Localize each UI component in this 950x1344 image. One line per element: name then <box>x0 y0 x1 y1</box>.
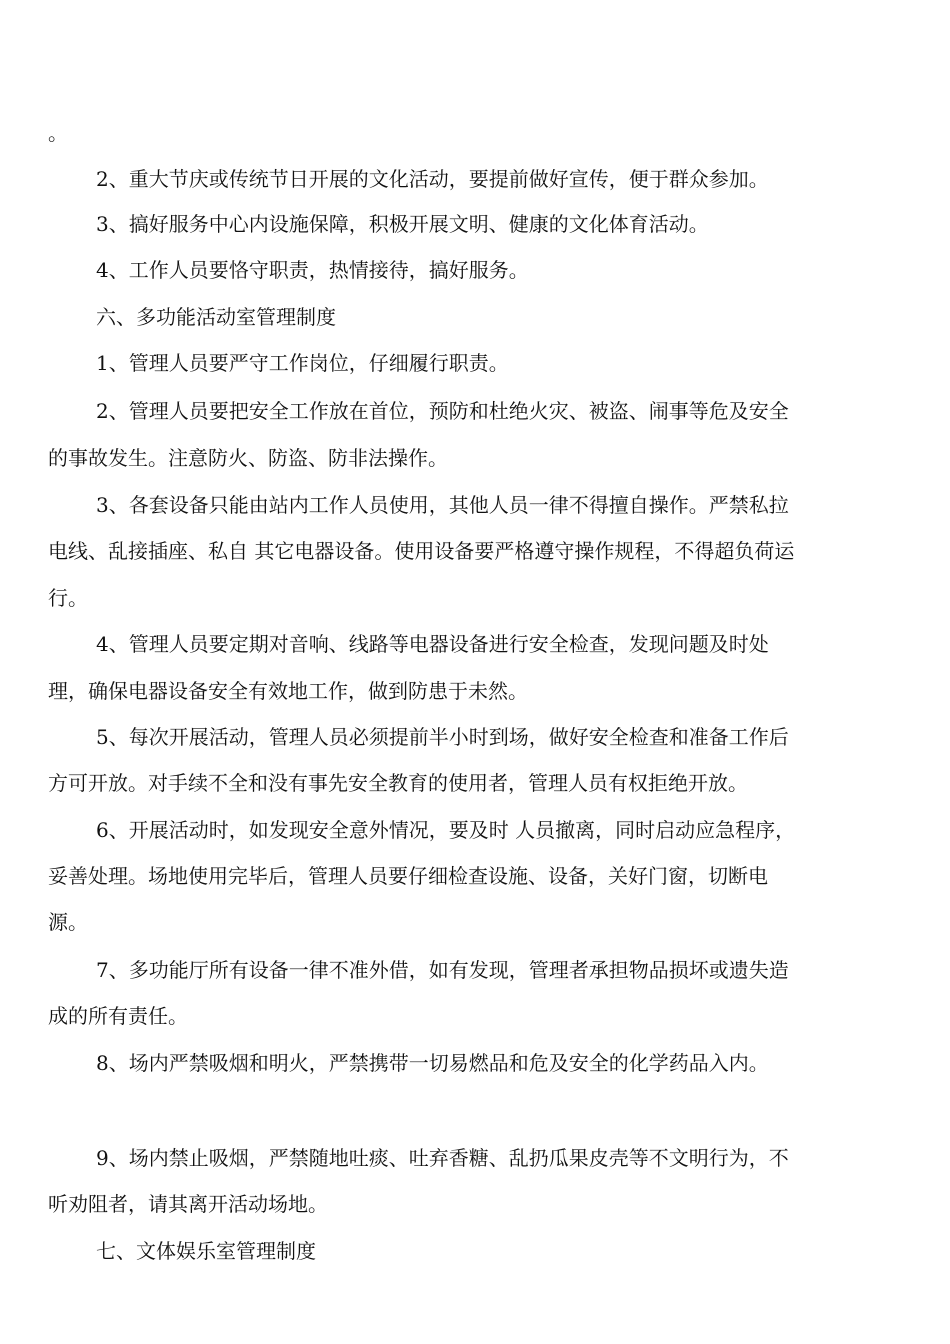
rule-3-line-2: 电线、乱接插座、私自 其它电器设备。使用设备要严格遵守操作规程，不得超负荷运 <box>48 539 795 563</box>
rule-7-line-1: 7、多功能厅所有设备一律不准外借，如有发现，管理者承担物品损坏或遗失造 <box>96 958 789 982</box>
rule-2-line-2: 的事故发生。注意防火、防盗、防非法操作。 <box>48 446 448 470</box>
rule-6-line-1: 6、开展活动时，如发现安全意外情况，要及时 人员撤离，同时启动应急程序， <box>96 818 796 842</box>
rule-2-line-1: 2、管理人员要把安全工作放在首位，预防和杜绝火灾、被盗、闹事等危及安全 <box>96 399 789 423</box>
rule-9-line-1: 9、场内禁止吸烟，严禁随地吐痰、吐弃香糖、乱扔瓜果皮壳等不文明行为，不 <box>96 1146 789 1170</box>
section-heading-seven: 七、文体娱乐室管理制度 <box>96 1239 316 1263</box>
rule-3-line-3: 行。 <box>48 586 88 610</box>
rule-4-line-1: 4、管理人员要定期对音响、线路等电器设备进行安全检查，发现问题及时处 <box>96 632 769 656</box>
paragraph-fragment: 。 <box>48 121 68 145</box>
rule-8-line-1: 8、场内严禁吸烟和明火，严禁携带一切易燃品和危及安全的化学药品入内。 <box>96 1051 769 1075</box>
rule-3-line-1: 3、各套设备只能由站内工作人员使用，其他人员一律不得擅自操作。严禁私拉 <box>96 493 789 517</box>
paragraph-item-4-staff-duty: 4、工作人员要恪守职责，热情接待，搞好服务。 <box>96 258 529 282</box>
rule-7-line-2: 成的所有责任。 <box>48 1004 188 1028</box>
rule-5-line-1: 5、每次开展活动，管理人员必须提前半小时到场，做好安全检查和准备工作后 <box>96 725 789 749</box>
paragraph-item-2-cultural-promotion: 2、重大节庆或传统节日开展的文化活动，要提前做好宣传，便于群众参加。 <box>96 167 769 191</box>
section-heading-six: 六、多功能活动室管理制度 <box>96 305 336 329</box>
rule-6-line-3: 源。 <box>48 910 88 934</box>
rule-4-line-2: 理，确保电器设备安全有效地工作，做到防患于未然。 <box>48 679 528 703</box>
paragraph-item-3-facility-support: 3、搞好服务中心内设施保障，积极开展文明、健康的文化体育活动。 <box>96 212 709 236</box>
rule-9-line-2: 听劝阻者，请其离开活动场地。 <box>48 1192 328 1216</box>
rule-1-line-1: 1、管理人员要严守工作岗位，仔细履行职责。 <box>96 351 509 375</box>
rule-5-line-2: 方可开放。对手续不全和没有事先安全教育的使用者，管理人员有权拒绝开放。 <box>48 771 748 795</box>
rule-6-line-2: 妥善处理。场地使用完毕后，管理人员要仔细检查设施、设备，关好门窗，切断电 <box>48 864 768 888</box>
